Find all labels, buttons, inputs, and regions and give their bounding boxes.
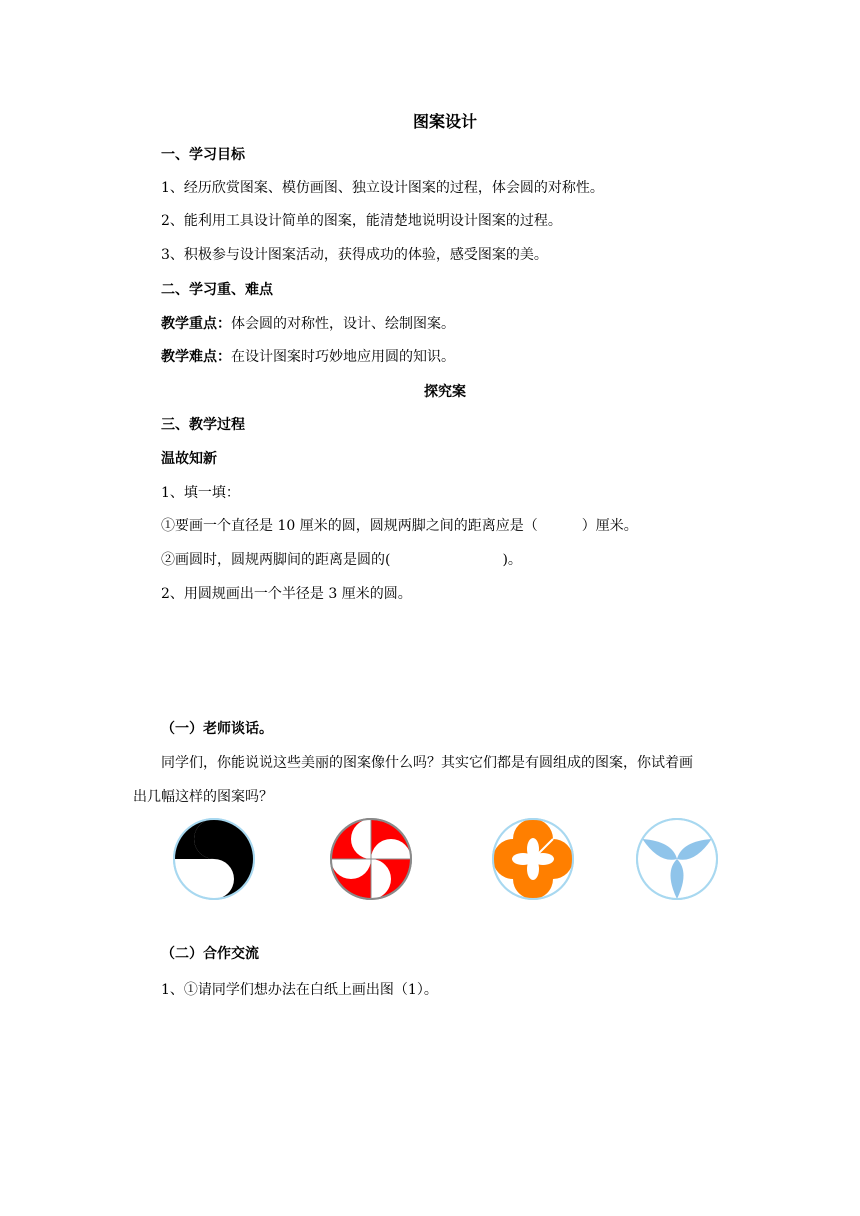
question-1a-suffix: ）厘米。 (581, 518, 638, 534)
difficulty-text: 在设计图案时巧妙地应用圆的知识。 (231, 349, 455, 365)
three-petal-pattern (634, 816, 720, 902)
key-point-label: 教学重点： (161, 316, 231, 332)
section1-heading: 一、学习目标 (161, 147, 245, 163)
objective-item: 2、能利用工具设计简单的图案，能清楚地说明设计图案的过程。 (161, 213, 562, 229)
section2-heading: 二、学习重、难点 (161, 282, 273, 298)
key-point-line (161, 317, 455, 331)
part1-paragraph-line1: 同学们，你能说说这些美丽的图案像什么吗？其实它们都是有圆组成的图案，你试着画 (161, 755, 693, 771)
pinwheel-pattern (328, 816, 414, 902)
four-petal-pattern (490, 816, 576, 902)
difficulty-line (161, 350, 455, 364)
question-1b (161, 553, 522, 567)
difficulty-label: 教学难点： (161, 349, 231, 365)
question-2: 2、用圆规画出一个半径是 3 厘米的圆。 (161, 586, 412, 602)
review-heading: 温故知新 (161, 451, 217, 467)
part1-paragraph-line2: 出几幅这样的图案吗？ (133, 789, 273, 805)
question-1b-text: ②画圆时，圆规两脚间的距离是圆的( (161, 552, 391, 568)
key-point-text: 体会圆的对称性，设计、绘制图案。 (231, 316, 455, 332)
part2-heading: （二）合作交流 (161, 946, 259, 962)
part1-heading: （一）老师谈话。 (161, 721, 273, 737)
objective-item: 1、经历欣赏图案、模仿画图、独立设计图案的过程，体会圆的对称性。 (161, 180, 604, 196)
section3-heading: 三、教学过程 (161, 417, 245, 433)
question-1a-text: ①要画一个直径是 10 厘米的圆，圆规两脚之间的距离应是（ (161, 518, 538, 534)
page-title: 图案设计 (413, 112, 478, 131)
question-1a (161, 519, 638, 533)
yin-yang-pattern (171, 816, 257, 902)
question-1-intro: 1、填一填： (161, 485, 240, 501)
objective-item: 3、积极参与设计图案活动，获得成功的体验，感受图案的美。 (161, 247, 548, 263)
part2-item1: 1、①请同学们想办法在白纸上画出图（1）。 (161, 982, 438, 998)
question-1b-suffix: )。 (502, 552, 522, 568)
explore-title: 探究案 (424, 384, 466, 400)
